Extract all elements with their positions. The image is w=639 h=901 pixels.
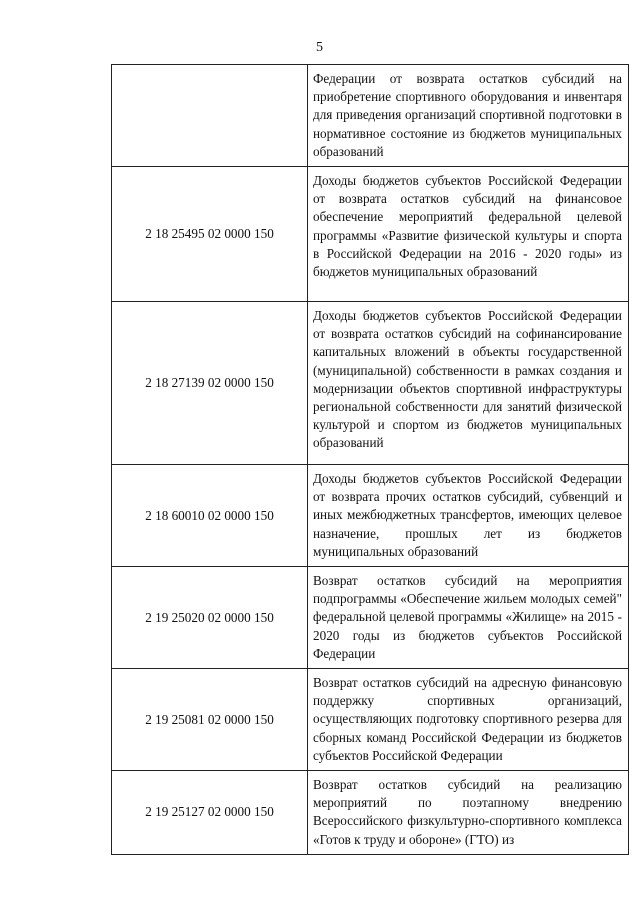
table-row <box>112 302 629 465</box>
code-cell <box>112 65 308 167</box>
code-cell: 2 18 25495 02 0000 150 <box>112 167 308 302</box>
description-cell: Доходы бюджетов субъектов Российской Федерации от возврата остатков субсидий на финансовое обеспечение мероприятий федеральной целевой программы «Развитие физической культуры и спорта в Российской Федерации на 2016 - 2020 годы» из бюджетов муниципальных образований <box>308 167 629 302</box>
description-cell: Возврат остатков субсидий на мероприятия подпрограммы «Обеспечение жильем молодых семей" федеральной целевой программы «Жилище» на 2015 - 2020 годы из бюджетов субъектов Российской Федерации <box>308 567 629 669</box>
table-row <box>112 167 629 302</box>
table-row <box>112 771 629 855</box>
code-cell: 2 19 25127 02 0000 150 <box>112 771 308 855</box>
table-row <box>112 465 629 567</box>
code-cell: 2 18 60010 02 0000 150 <box>112 465 308 567</box>
page-number: 5 <box>316 40 323 55</box>
code-cell: 2 19 25081 02 0000 150 <box>112 669 308 771</box>
description-cell: Доходы бюджетов субъектов Российской Федерации от возврата остатков субсидий на софинансирование капитальных вложений в объекты государственной (муниципальной) собственности в рамках создания и модернизации объектов спортивной инфраструктуры региональной собственности для занятий физической культурой и спортом из бюджетов муниципальных образований <box>308 302 629 465</box>
description-cell: Доходы бюджетов субъектов Российской Федерации от возврата прочих остатков субсидий, субвенций и иных межбюджетных трансфертов, имеющих целевое назначение, прошлых лет из бюджетов муниципальных образований <box>308 465 629 567</box>
table-row <box>112 567 629 669</box>
table-row <box>112 669 629 771</box>
description-cell: Возврат остатков субсидий на реализацию мероприятий по поэтапному внедрению Всероссийского физкультурно-спортивного комплекса «Готов к труду и обороне» (ГТО) из <box>308 771 629 855</box>
budget-codes-table <box>111 64 629 855</box>
description-cell: Возврат остатков субсидий на адресную финансовую поддержку спортивных организаций, осуществляющих подготовку спортивного резерва для сборных команд Российской Федерации из бюджетов субъектов Российской Федерации <box>308 669 629 771</box>
description-cell: Федерации от возврата остатков субсидий на приобретение спортивного оборудования и инвентаря для приведения организаций спортивной подготовки в нормативное состояние из бюджетов муниципальных образований <box>308 65 629 167</box>
code-cell: 2 18 27139 02 0000 150 <box>112 302 308 465</box>
table-row <box>112 65 629 167</box>
code-cell: 2 19 25020 02 0000 150 <box>112 567 308 669</box>
